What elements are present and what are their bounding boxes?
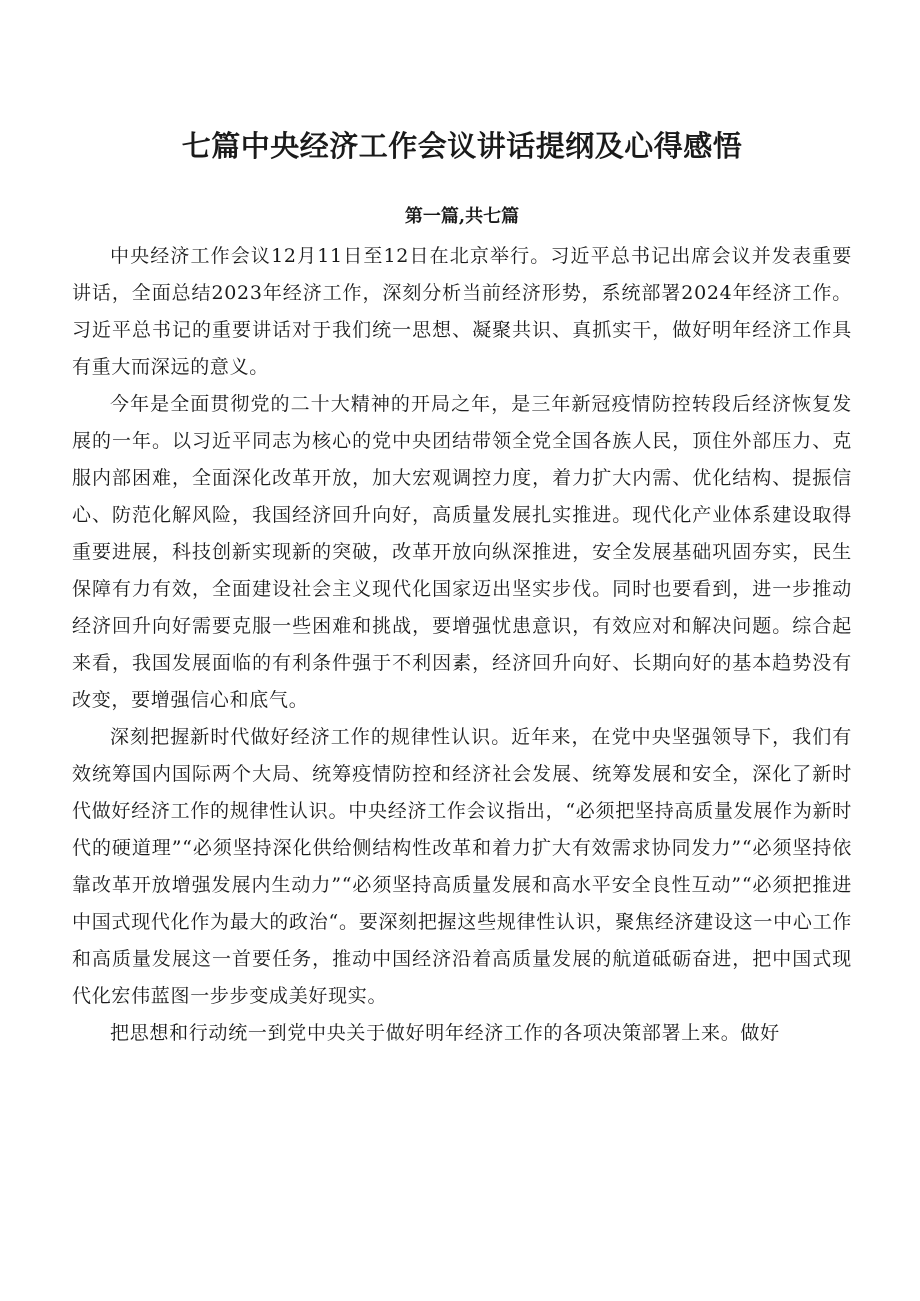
paragraph: 中央经济工作会议12月11日至12日在北京举行。习近平总书记出席会议并发表重要讲话，全面总结2023年经济工作，深刻分析当前经济形势，系统部署2024年经济工作。习近平总书记的重要讲话对于我们统一思想、凝聚共识、真抓实干，做好明年经济工作具有重大而深远的意义。 xyxy=(72,245,852,378)
paragraph: 今年是全面贯彻党的二十大精神的开局之年，是三年新冠疫情防控转段后经济恢复发展的一年。以习近平同志为核心的党中央团结带领全党全国各族人民，顶住外部压力、克服内部困难，全面深化改革开放，加大宏观调控力度，着力扩大内需、优化结构、提振信心、防范化解风险，我国经济回升向好，高质量发展扎实推进。现代化产业体系建设取得重要进展，科技创新实现新的突破，改革开放向纵深推进，安全发展基础巩固夯实，民生保障有力有效，全面建设社会主义现代化国家迈出坚实步伐。同时也要看到，进一步推动经济回升向好需要克服一些困难和挑战，要增强忧患意识，有效应对和解决问题。综合起来看，我国发展面临的有利条件强于不利因素，经济回升向好、长期向好的基本趋势没有改变，要增强信心和底气。 xyxy=(72,393,852,711)
document-body xyxy=(72,238,852,1052)
paragraph: 深刻把握新时代做好经济工作的规律性认识。近年来，在党中央坚强领导下，我们有效统筹国内国际两个大局、统筹疫情防控和经济社会发展、统筹发展和安全，深化了新时代做好经济工作的规律性认识。中央经济工作会议指出，“必须把坚持高质量发展作为新时代的硬道理”“必须坚持深化供给侧结构性改革和着力扩大有效需求协同发力”“必须坚持依靠改革开放增强发展内生动力”“必须坚持高质量发展和高水平安全良性互动”“必须把推进中国式现代化作为最大的政治“。要深刻把握这些规律性认识，聚焦经济建设这一中心工作和高质量发展这一首要任务，推动中国经济沿着高质量发展的航道砥砺奋进，把中国式现代化宏伟蓝图一步步变成美好现实。 xyxy=(72,726,852,1007)
paragraph: 把思想和行动统一到党中央关于做好明年经济工作的各项决策部署上来。做好 xyxy=(110,1022,780,1044)
section-heading: 第一篇,共七篇 xyxy=(404,206,520,227)
document-title: 七篇中央经济工作会议讲话提纲及心得感悟 xyxy=(181,129,743,163)
